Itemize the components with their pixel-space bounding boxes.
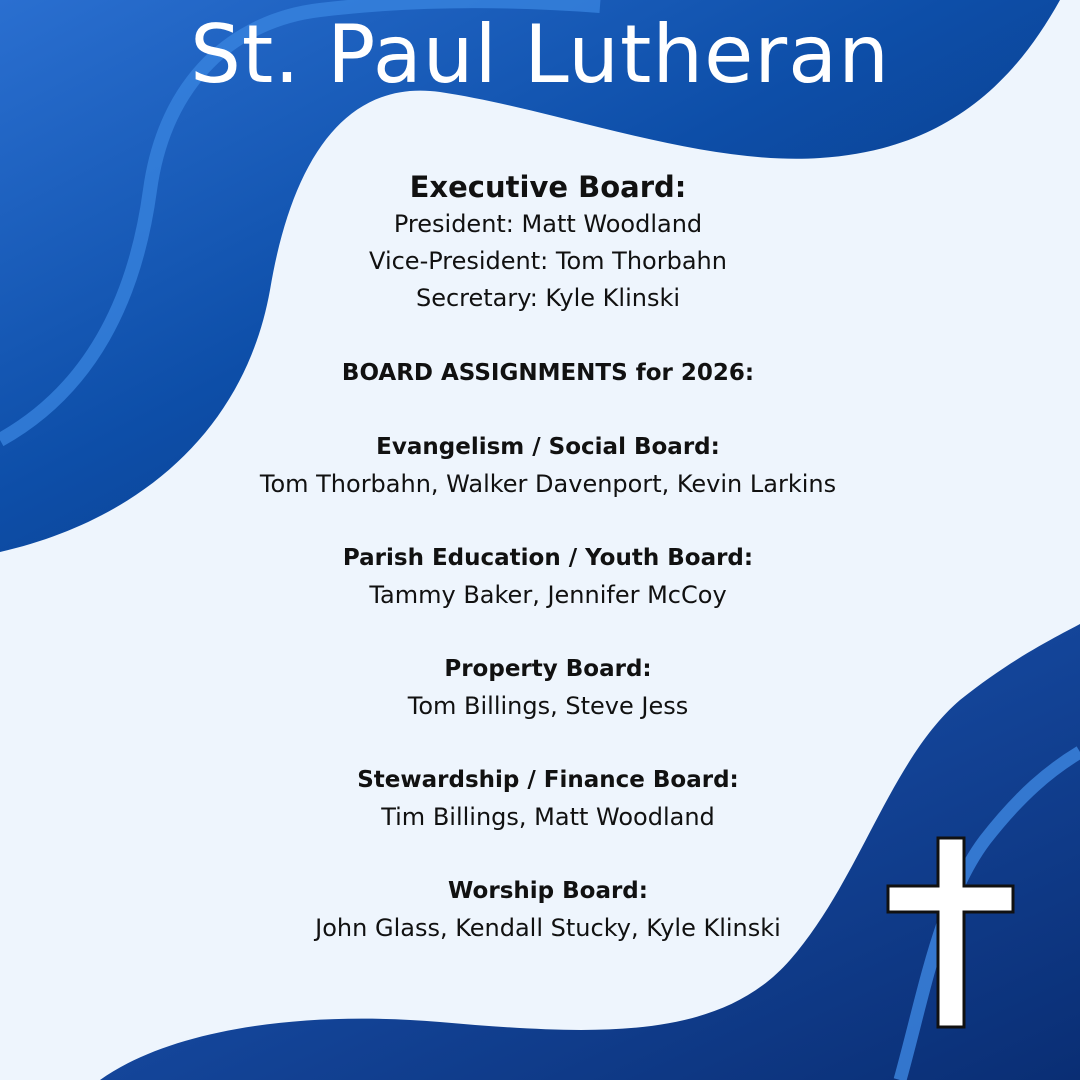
cross-icon — [886, 836, 1016, 1030]
board-section-worship — [140, 873, 956, 947]
board-title: Parish Education / Youth Board: — [342, 545, 754, 571]
executive-board-heading: Executive Board: — [409, 170, 687, 204]
executive-president: President: Matt Woodland — [393, 210, 703, 238]
board-members: Tom Thorbahn, Walker Davenport, Kevin Larkins — [259, 470, 837, 498]
board-members: John Glass, Kendall Stucky, Kyle Klinski — [315, 914, 781, 942]
board-title: Property Board: — [444, 656, 652, 682]
assignments-heading: BOARD ASSIGNMENTS for 2026: — [341, 360, 755, 386]
executive-secretary: Secretary: Kyle Klinski — [415, 284, 681, 312]
board-listing — [140, 168, 956, 947]
board-title: Stewardship / Finance Board: — [357, 767, 739, 793]
board-section-evangelism — [140, 429, 956, 503]
board-title: Worship Board: — [448, 878, 648, 904]
board-section-parish-education — [140, 540, 956, 614]
board-members: Tammy Baker, Jennifer McCoy — [369, 581, 727, 609]
church-title: St. Paul Lutheran — [190, 8, 890, 101]
board-title: Evangelism / Social Board: — [376, 434, 720, 460]
board-members: Tim Billings, Matt Woodland — [381, 803, 715, 831]
board-members: Tom Billings, Steve Jess — [407, 692, 689, 720]
board-section-stewardship — [140, 762, 956, 836]
board-section-property — [140, 651, 956, 725]
executive-vice-president: Vice-President: Tom Thorbahn — [369, 247, 727, 275]
